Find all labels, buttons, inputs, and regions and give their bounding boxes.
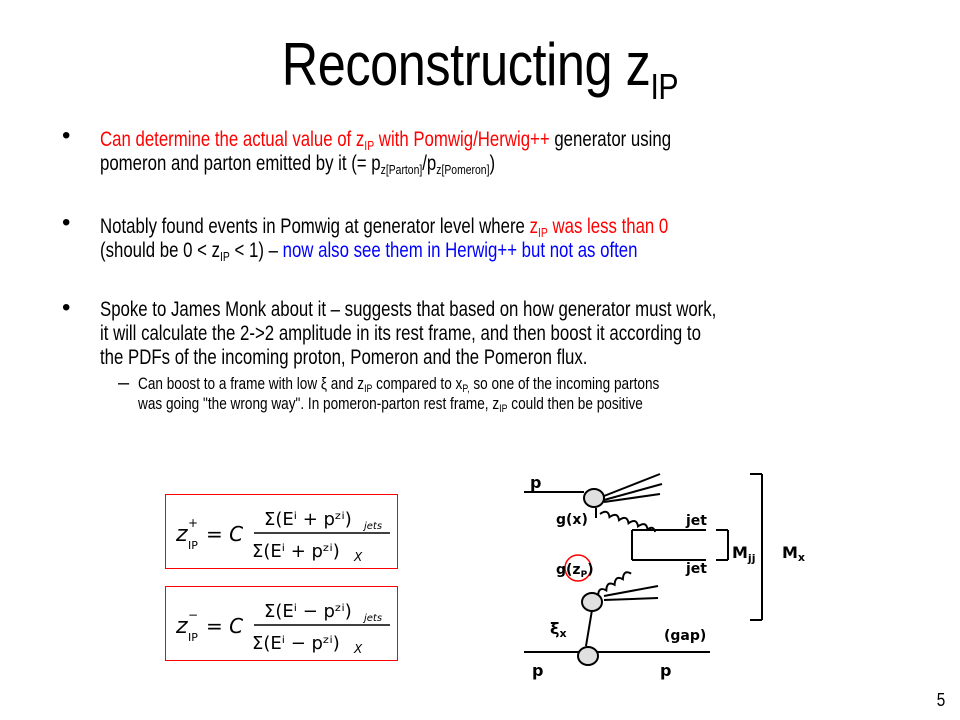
svg-text:z: z [176,614,188,639]
formula-minus-box [165,586,398,661]
slide-title: Reconstructing $z_{IP}$ [281,31,679,107]
svg-text:X: X [354,550,363,564]
svg-text:+: + [188,516,199,530]
label-p-bottom-left: p [532,661,544,680]
formula-plus [166,495,399,570]
bullet-marker: • [62,122,71,149]
bullet-2-text: Notably found events in Pomwig at generator level where $z_{IP}$ was less than 0 (should be $0 < z_{IP} < 1$) – now also see them in Herwig++ but not as often [100,215,669,264]
label-p-top: p [530,473,542,492]
svg-text:−: − [188,608,199,622]
sub-bullet-text: Can boost to a frame with low ξ and $z_{IP}$ compared to $x_{P,}$ so one of the incoming partons was going "the wrong way". In pomeron-parton rest frame, $z_{IP}$ could then be positive [138,374,660,415]
proton-blob-top [584,489,604,507]
svg-text:Σ(Eⁱ − pᶻⁱ): Σ(Eⁱ − pᶻⁱ) [252,633,340,654]
label-gap: (gap) [664,628,707,644]
label-mjj: $M_{jj}$ [732,543,756,565]
svg-text:= C: = C [206,522,244,546]
svg-text:= C: = C [206,614,244,638]
label-g-x: g(x) [556,512,588,528]
label-mx: Mx [782,543,806,564]
label-p-bottom-right: p [660,661,672,680]
svg-text:z: z [176,522,188,547]
label-g-zp: $g(z_P)$ [556,562,594,580]
svg-text:jets: jets [364,613,383,624]
svg-text:Σ(Eⁱ + pᶻⁱ): Σ(Eⁱ + pᶻⁱ) [264,509,352,530]
bullet-1-text: Can determine the actual value of $z_{IP}$ with Pomwig/Herwig++ generator using pomeron and parton emitted by it (= $p_{z[Parton]}/p_{z[Pomeron]}$) [100,128,672,177]
svg-text:IP: IP [188,631,198,644]
sub-bullet-dash: – [118,372,130,394]
label-jet-1: jet [686,513,707,529]
label-jet-2: jet [686,561,707,577]
formula-plus-box [165,494,398,569]
formula-minus [166,587,399,662]
label-xi: ξx [550,619,567,640]
bullet-marker: • [62,209,71,236]
svg-text:X: X [354,642,363,656]
proton-blob-bottom [578,647,598,665]
page-number: 5 [936,690,946,710]
svg-text:Σ(Eⁱ + pᶻⁱ): Σ(Eⁱ + pᶻⁱ) [252,541,340,562]
pomeron-blob [582,593,602,611]
bullet-marker: • [62,294,71,321]
bullet-3-text: Spoke to James Monk about it – suggests that based on how generator must work, it will calculate the 2->2 amplitude in its rest frame, and then boost it according to the PDFs of the incoming proton, Pomeron and the Pomeron flux. [100,298,717,369]
feynman-diagram [520,468,820,688]
svg-text:IP: IP [188,539,198,552]
svg-text:jets: jets [364,521,383,532]
svg-text:Σ(Eⁱ − pᶻⁱ): Σ(Eⁱ − pᶻⁱ) [264,601,352,622]
